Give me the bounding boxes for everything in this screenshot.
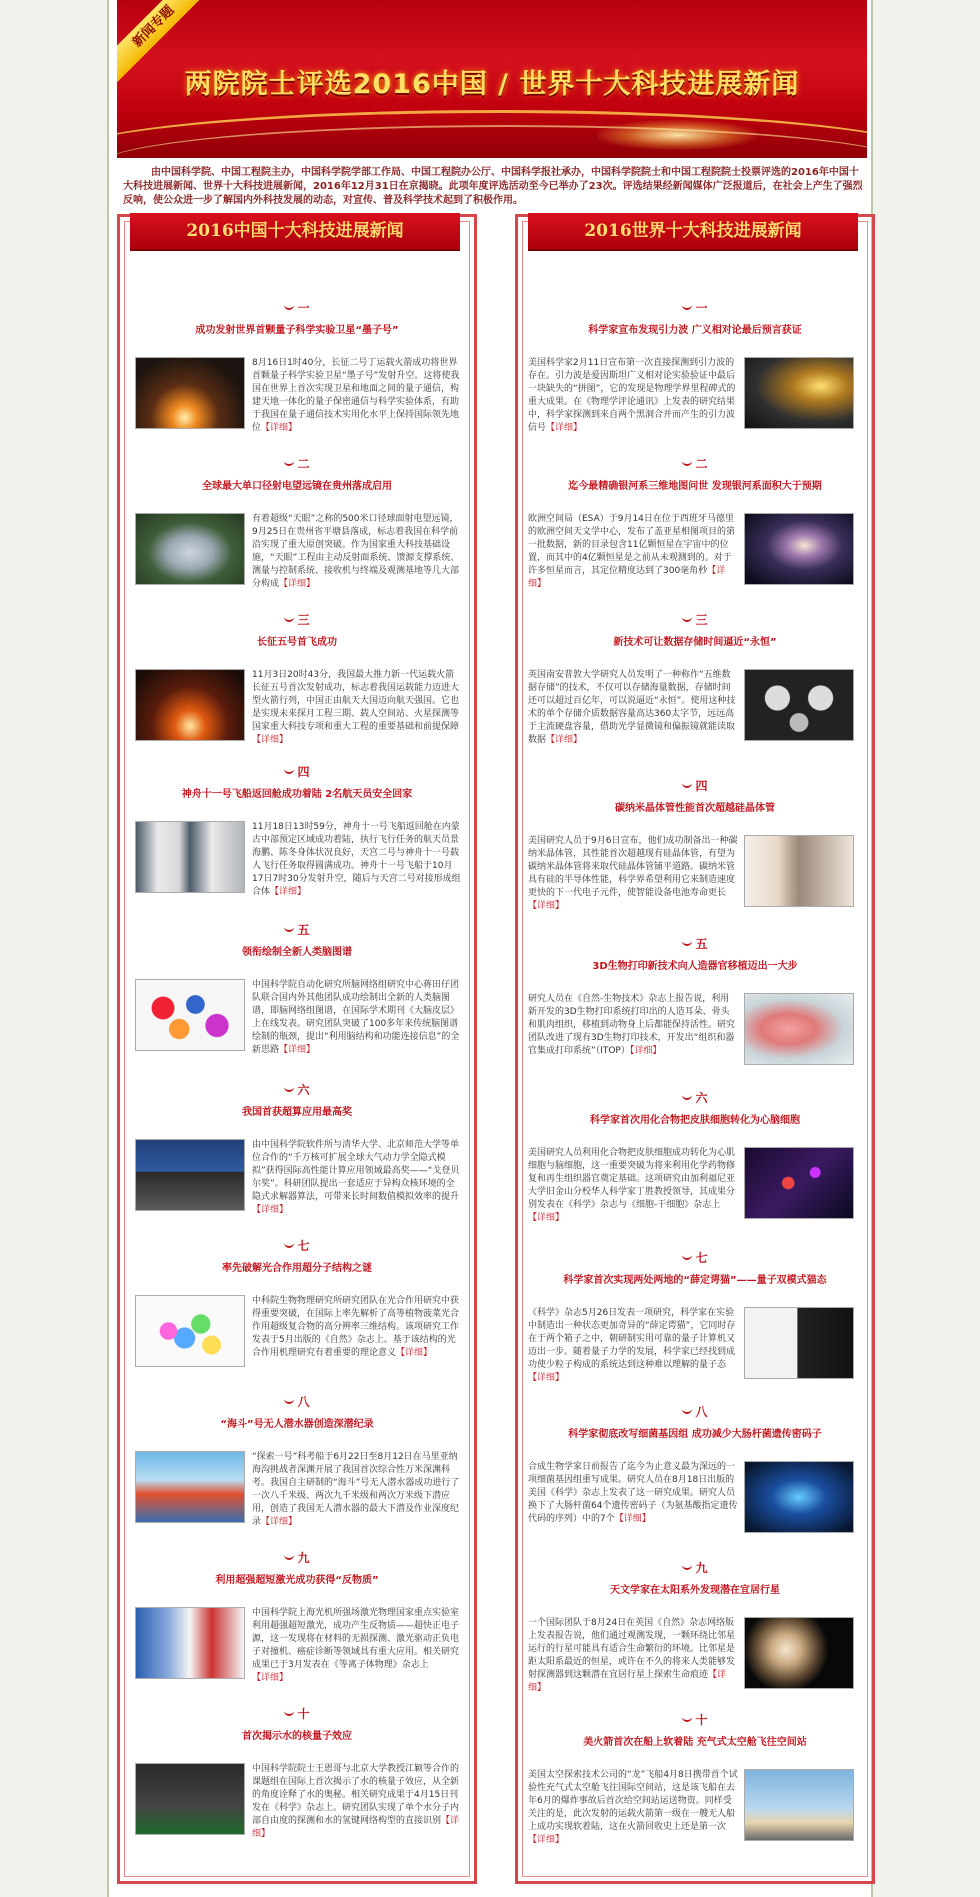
swirl-ornament-icon [682,616,692,622]
item-number-text: 五 [297,923,310,937]
swirl-ornament-icon [682,1094,692,1100]
item-summary [252,513,462,591]
item-number [120,1393,474,1410]
item-number [120,299,474,316]
item-headline-link[interactable]: 长征五号首飞成功 [257,637,337,648]
china-news-column [117,214,477,1884]
item-thumbnail[interactable] [744,1147,854,1219]
item-summary [528,1617,738,1695]
item-headline-link[interactable]: 科学家首次用化合物把皮肤细胞转化为心脑细胞 [590,1115,800,1126]
item-thumbnail[interactable] [135,1607,245,1679]
item-number-text: 八 [297,1395,310,1409]
item-headline-link[interactable]: 首次揭示水的核量子效应 [242,1731,352,1742]
item-summary [252,821,462,899]
item-number [120,1549,474,1566]
item-thumbnail[interactable] [135,821,245,893]
swirl-ornament-icon [284,768,294,774]
item-summary [528,513,738,591]
item-number [120,455,474,472]
item-headline-link[interactable]: 新技术可让数据存储时间逼近“永恒” [613,637,777,648]
item-thumbnail[interactable] [135,1763,245,1835]
details-link[interactable]: 【详细】 [546,735,583,745]
details-link[interactable]: 【详细】 [528,1835,565,1845]
swirl-ornament-icon [682,1564,692,1570]
item-number-text: 二 [297,457,310,471]
item-number-text: 三 [297,613,310,627]
details-link[interactable]: 【详细】 [261,423,298,433]
swirl-ornament-icon [682,1254,692,1260]
item-thumbnail[interactable] [135,979,245,1051]
details-link[interactable]: 【详细】 [261,1517,298,1527]
item-number [518,1559,872,1576]
item-headline-link[interactable]: “海斗”号无人潜水器创造深潜纪录 [220,1419,374,1430]
item-thumbnail[interactable] [744,1461,854,1533]
item-thumbnail[interactable] [744,513,854,585]
item-headline-link[interactable]: 领衔绘制全新人类脑图谱 [242,947,352,958]
details-link[interactable]: 【详细】 [629,1046,662,1056]
item-thumbnail[interactable] [744,669,854,741]
item-number-text: 四 [695,779,708,793]
details-link[interactable]: 【详细】 [528,1670,727,1693]
item-summary-text: 中科院生物物理研究所研究团队在光合作用研究中获得重要突破，在国际上率先解析了高等植物菠菜光合作用超级复合物的高分辨率三维结构。该项研究工作发表于5月出版的《自然》杂志上。基于该结构的光合作用机理研究有着重要的理论意义 [252,1296,460,1358]
item-thumbnail[interactable] [744,835,854,907]
item-headline-link[interactable]: 率先破解光合作用超分子结构之谜 [222,1263,372,1274]
item-thumbnail[interactable] [135,513,245,585]
item-summary-text: 11月18日13时59分，神舟十一号飞船返回舱在内蒙古中部预定区域成功着陆，执行飞行任务的航天员景海鹏、陈冬身体状况良好，天宫二号与神舟十一号载人飞行任务取得圆满成功。神舟十一号飞船于10月17日7时30分发射升空，随后与天宫二号对接形成组合体 [252,822,461,897]
item-thumbnail[interactable] [744,993,854,1065]
item-summary [528,1307,738,1385]
details-link[interactable]: 【详细】 [546,423,583,433]
item-summary [252,1139,462,1217]
item-number-text: 九 [297,1551,310,1565]
banner-title: 两院院士评选2016中国 / 世界十大科技进展新闻 [184,69,800,100]
item-number [518,1089,872,1106]
item-number-text: 九 [695,1561,708,1575]
item-summary-text: 中国科学院院士王恩哥与北京大学教授江颖等合作的课题组在国际上首次揭示了水的核量子效应，从全新的角度诠释了水的奥秘。相关研究成果于4月15日刊发在《科学》杂志上。研究团队实现了单个水分子内部自由度的探测和水的氢键网络构型的直接识别 [252,1764,460,1826]
item-number-text: 七 [695,1251,708,1265]
swirl-ornament-icon [682,940,692,946]
details-link[interactable]: 【详细】 [528,1213,565,1223]
swirl-ornament-icon [682,1408,692,1414]
item-headline-link[interactable]: 神舟十一号飞船返回舱成功着陆 2名航天员安全回家 [181,789,413,800]
item-headline-link[interactable]: 3D生物打印新技术向人造器官移植迈出一大步 [592,961,798,972]
swirl-ornament-icon [284,460,294,466]
swirl-ornament-icon [284,926,294,932]
item-number [518,777,872,794]
item-number-text: 六 [297,1083,310,1097]
swirl-ornament-icon [682,1716,692,1722]
details-link[interactable]: 【详细】 [279,1045,316,1055]
item-number-text: 八 [695,1405,708,1419]
item-summary-text: 有着超级“天眼”之称的500米口径球面射电望远镜，9月25日在贵州省平塘县落成，标志着我国在科学前沿实现了重大原创突破。作为国家重大科技基础设施，“天眼”工程由主动反射面系统、馈源支撑系统、测量与控制系统、接收机与终端及观测基地等几大部分构成 [252,514,460,589]
item-number-text: 十 [695,1713,708,1727]
item-number [518,1711,872,1728]
banner-shine [597,120,757,150]
item-thumbnail[interactable] [744,1769,854,1841]
item-summary [252,979,462,1057]
item-summary-text: 11月3日20时43分，我国最大推力新一代运载火箭长征五号首次发射成功，标志着我国运载能力迈进大型火箭行列，中国正由航天大国迈向航天强国。它也是实现未来探月工程三期、载人空间站、火星探测等国家重大科技专项和重大工程的重要基础和前提保障 [252,670,460,732]
item-summary-text: 合成生物学家日前报告了迄今为止意义最为深远的一项细菌基因组重写成果。研究人员在8月18日出版的美国《科学》杂志上发表了这一研究成果。研究人员换下了大肠杆菌64个遗传密码子（为氨基酸指定遗传代码的序列）中的7个 [528,1462,738,1524]
item-thumbnail[interactable] [744,1617,854,1689]
world-news-column [515,214,875,1884]
item-headline-link[interactable]: 利用超强超短激光成功获得“反物质” [215,1575,379,1586]
item-number-text: 三 [695,613,708,627]
swirl-ornament-icon [284,304,294,310]
item-summary [252,669,462,747]
china-column-header: 2016中国十大科技进展新闻 [130,213,460,249]
item-summary-text: 欧洲空间局（ESA）于9月14日在位于西班牙马德里的欧洲空间天文学中心，发布了盖亚星相图项目的第一批数据，新的目录包含11亿颗恒星在宇宙中的位置，而其中的4亿颗恒星是之前从未观测到的。对于许多恒星而言，其定位精度达到了300毫角秒 [528,514,736,576]
item-summary [252,1607,462,1685]
item-thumbnail[interactable] [744,357,854,429]
item-summary [528,1461,738,1526]
item-number [518,455,872,472]
item-summary-text: 中国科学院上海光机所强场激光物理国家重点实验室利用超强超短激光，成功产生反物质——超快正电子源，这一发现将在材料的无损探测、激光驱动正负电子对撞机、癌症诊断等领域具有重大应用。相关研究成果已于3月发表在《等离子体物理》杂志上 [252,1608,460,1670]
swirl-ornament-icon [284,1398,294,1404]
item-number [120,611,474,628]
item-headline-link[interactable]: 科学家彻底改写细菌基因组 成功减少大肠杆菌遗传密码子 [568,1429,822,1440]
item-summary [528,357,738,435]
item-number [518,935,872,952]
item-summary-text: 英国南安普敦大学研究人员发明了一种称作“五维数据存储”的技术，不仅可以存储海量数据，存储时间还可以超过百亿年，可以说逼近“永恒”。使用这种技术的单个存储介质数据容量高达360太字节，远远高于主流硬盘容量，借助光学显微镜和偏振镜就能读取数据 [528,670,736,745]
details-link[interactable]: 【详细】 [279,579,316,589]
item-number [120,1237,474,1254]
item-number [120,921,474,938]
swirl-ornament-icon [284,1710,294,1716]
item-headline-link[interactable]: 迄今最精确银河系三维地图问世 发现银河系面积大于预期 [568,481,822,492]
item-thumbnail[interactable] [135,1451,245,1523]
item-summary [252,357,462,435]
details-link[interactable]: 【详细】 [528,566,726,589]
details-link[interactable]: 【详细】 [252,735,289,745]
swirl-ornament-icon [284,1086,294,1092]
item-summary [528,1769,738,1847]
details-link[interactable]: 【详细】 [614,1514,651,1524]
item-summary-text: 研究人员在《自然-生物技术》杂志上报告说，利用新开发的3D生物打印系统打印出的人造耳朵、骨头和肌肉组织，移植到动物身上后都能保持活性。研究团队改进了现有3D生物打印技术，开发出“组织和器官集成打印系统”（ITOP） [528,994,736,1056]
item-number-text: 四 [297,765,310,779]
details-link[interactable]: 【详细】 [270,887,307,897]
item-headline-link[interactable]: 全球最大单口径射电望远镜在贵州落成启用 [202,481,392,492]
item-number [518,299,872,316]
item-summary-text: 《科学》杂志5月26日发表一项研究，科学家在实验中制造出一种状态更加奇异的“薛定谔猫”，它同时存在于两个箱子之中，朝研制实用可靠的量子计算机又迈出一步。随着量子力学的发展，科学家已经找到成功使少粒子构成的系统达到这种难以理解的量子态 [528,1308,736,1370]
item-summary [252,1295,462,1360]
item-summary-text: 一个国际团队于8月24日在英国《自然》杂志网络版上发表报告说，他们通过观测发现，一颗环绕比邻星运行的行星可能具有适合生命繁衍的环境。比邻星是距太阳系最近的恒星，或许在不久的将来人类能够发射探测器到这颗潜在宜居行星上探索生命痕迹 [528,1618,736,1680]
item-summary [252,1451,462,1529]
item-summary [528,1147,738,1225]
item-headline-link[interactable]: 我国首获超算应用最高奖 [242,1107,352,1118]
item-number [518,1403,872,1420]
item-number [120,1705,474,1722]
item-summary-text: 中国科学院自动化研究所脑网络组研究中心蒋田仔团队联合国内外其他团队成功绘制出全新的人类脑图谱，即脑网络组图谱，在国际学术期刊《大脑皮层》上在线发表。研究团队突破了100多年来传统脑图谱绘制的瓶颈，提出“利用脑结构和功能连接信息”的全新思路 [252,980,460,1055]
item-headline-link[interactable]: 科学家首次实现两处两地的“薛定谔猫”——量子双模式猫态 [563,1275,827,1286]
item-summary [528,835,738,913]
item-number-text: 一 [695,301,708,315]
item-number-text: 一 [297,301,310,315]
item-summary [528,993,738,1058]
world-column-header: 2016世界十大科技进展新闻 [528,213,858,249]
item-summary-text: 美国太空探索技术公司的“龙”飞船4月8日携带首个试验性充气式太空舱飞往国际空间站，这是该飞船在去年6月的爆炸事故后首次给空间站运送物资。同样受关注的是，此次发射的运载火箭第一级在一艘无人船上成功实现软着陆，这在火箭回收史上还是第一次 [528,1770,738,1832]
details-link[interactable]: 【详细】 [252,1205,289,1215]
details-link[interactable]: 【详细】 [396,1348,433,1358]
details-link[interactable]: 【详细】 [528,901,565,911]
item-summary-text: 美国研究人员利用化合物把皮肤细胞成功转化为心肌细胞与脑细胞，这一重要突破为将来利用化学药物修复和再生组织器官奠定基础。这项研究由加利福尼亚大学旧金山分校华人科学家丁胜教授领导，其成果分别发表在《科学》杂志与《细胞-干细胞》杂志上 [528,1148,736,1210]
item-headline-link[interactable]: 美火箭首次在船上软着陆 充气式太空舱飞往空间站 [583,1737,807,1748]
item-summary-text: 美国研究人员于9月6日宣布，他们成功制备出一种碳纳米晶体管，其性能首次超越现有硅晶体管，有望为碳纳米晶体管将来取代硅晶体管铺平道路。碳纳米管具有硅的半导体性能，科学界希望利用它来制造速度更快的下一代电子元件，使智能设备电池寿命更长 [528,836,738,898]
item-number-text: 七 [297,1239,310,1253]
top-banner [117,0,867,158]
item-number [120,1081,474,1098]
item-summary-text: 8月16日1时40分，长征二号丁运载火箭成功将世界首颗量子科学实验卫星“墨子号”发射升空。这将使我国在世界上首次实现卫星和地面之间的量子通信，构建天地一体化的量子保密通信与科学实验体系，有助于我国在量子通信技术实用化水平上保持国际领先地位 [252,358,460,433]
swirl-ornament-icon [284,616,294,622]
details-link[interactable]: 【详细】 [252,1816,460,1839]
item-number [120,763,474,780]
swirl-ornament-icon [284,1554,294,1560]
swirl-ornament-icon [682,304,692,310]
item-number-text: 二 [695,457,708,471]
item-thumbnail[interactable] [135,1139,245,1211]
item-summary [528,669,738,747]
item-thumbnail[interactable] [135,669,245,741]
item-headline-link[interactable]: 科学家宣布发现引力波 广义相对论最后预言获证 [588,325,802,336]
page [107,0,873,1897]
item-thumbnail[interactable] [135,1295,245,1367]
item-number-text: 六 [695,1091,708,1105]
swirl-ornament-icon [682,782,692,788]
item-thumbnail[interactable] [744,1307,854,1379]
item-number [518,611,872,628]
intro-paragraph: 由中国科学院、中国工程院主办，中国科学院学部工作局、中国工程院办公厅、中国科学报社承办，中国科学院院士和中国工程院院士投票评选的2016年中国十大科技进展新闻、世界十大科技进展新闻，2016年12月31日在京揭晓。此项年度评选活动至今已举办了23次。评选结果经新闻媒体广泛报道后，在社会上产生了强烈反响，使公众进一步了解国内外科技发展的动态，对宣传、普及科学技术起到了积极作用。 [123,167,863,206]
item-summary [252,1763,462,1841]
swirl-ornament-icon [682,460,692,466]
item-number-text: 五 [695,937,708,951]
item-summary-text: 由中国科学院软件所与清华大学、北京师范大学等单位合作的“千万核可扩展全球大气动力学全隐式模拟”获得国际高性能计算应用领域最高奖——“戈登贝尔奖”。科研团队提出一套适应于异构众核环境的全隐式求解器算法，可带来长时间数值模拟效率的提升 [252,1140,460,1202]
item-number [518,1249,872,1266]
news-topic-ribbon: 新闻专题 [117,0,209,82]
details-link[interactable]: 【详细】 [252,1673,289,1683]
item-summary-text: “探索一号”科考船于6月22日至8月12日在马里亚纳海沟挑战者深渊开展了我国首次综合性万米深渊科考。我国自主研制的“海斗”号无人潜水器成功进行了一次八千米级、两次九千米级和两次万米级下潜应用，创造了我国无人潜水器的最大下潜及作业深度纪录 [252,1452,460,1527]
item-summary-text: 美国科学家2月11日宣布第一次直接探测到引力波的存在。引力波是爱因斯坦广义相对论实验验证中最后一块缺失的“拼图”，它的发现是物理学界里程碑式的重大成果。在《物理学评论通讯》上发表的研究结果中，科学家探测到来自两个黑洞合并而产生的引力波信号 [528,358,736,433]
item-headline-link[interactable]: 成功发射世界首颗量子科学实验卫星“墨子号” [195,325,399,336]
item-headline-link[interactable]: 碳纳米晶体管性能首次超越硅晶体管 [615,803,775,814]
item-number-text: 十 [297,1707,310,1721]
swirl-ornament-icon [284,1242,294,1248]
item-thumbnail[interactable] [135,357,245,429]
details-link[interactable]: 【详细】 [528,1373,565,1383]
item-headline-link[interactable]: 天文学家在太阳系外发现潜在宜居行星 [610,1585,780,1596]
